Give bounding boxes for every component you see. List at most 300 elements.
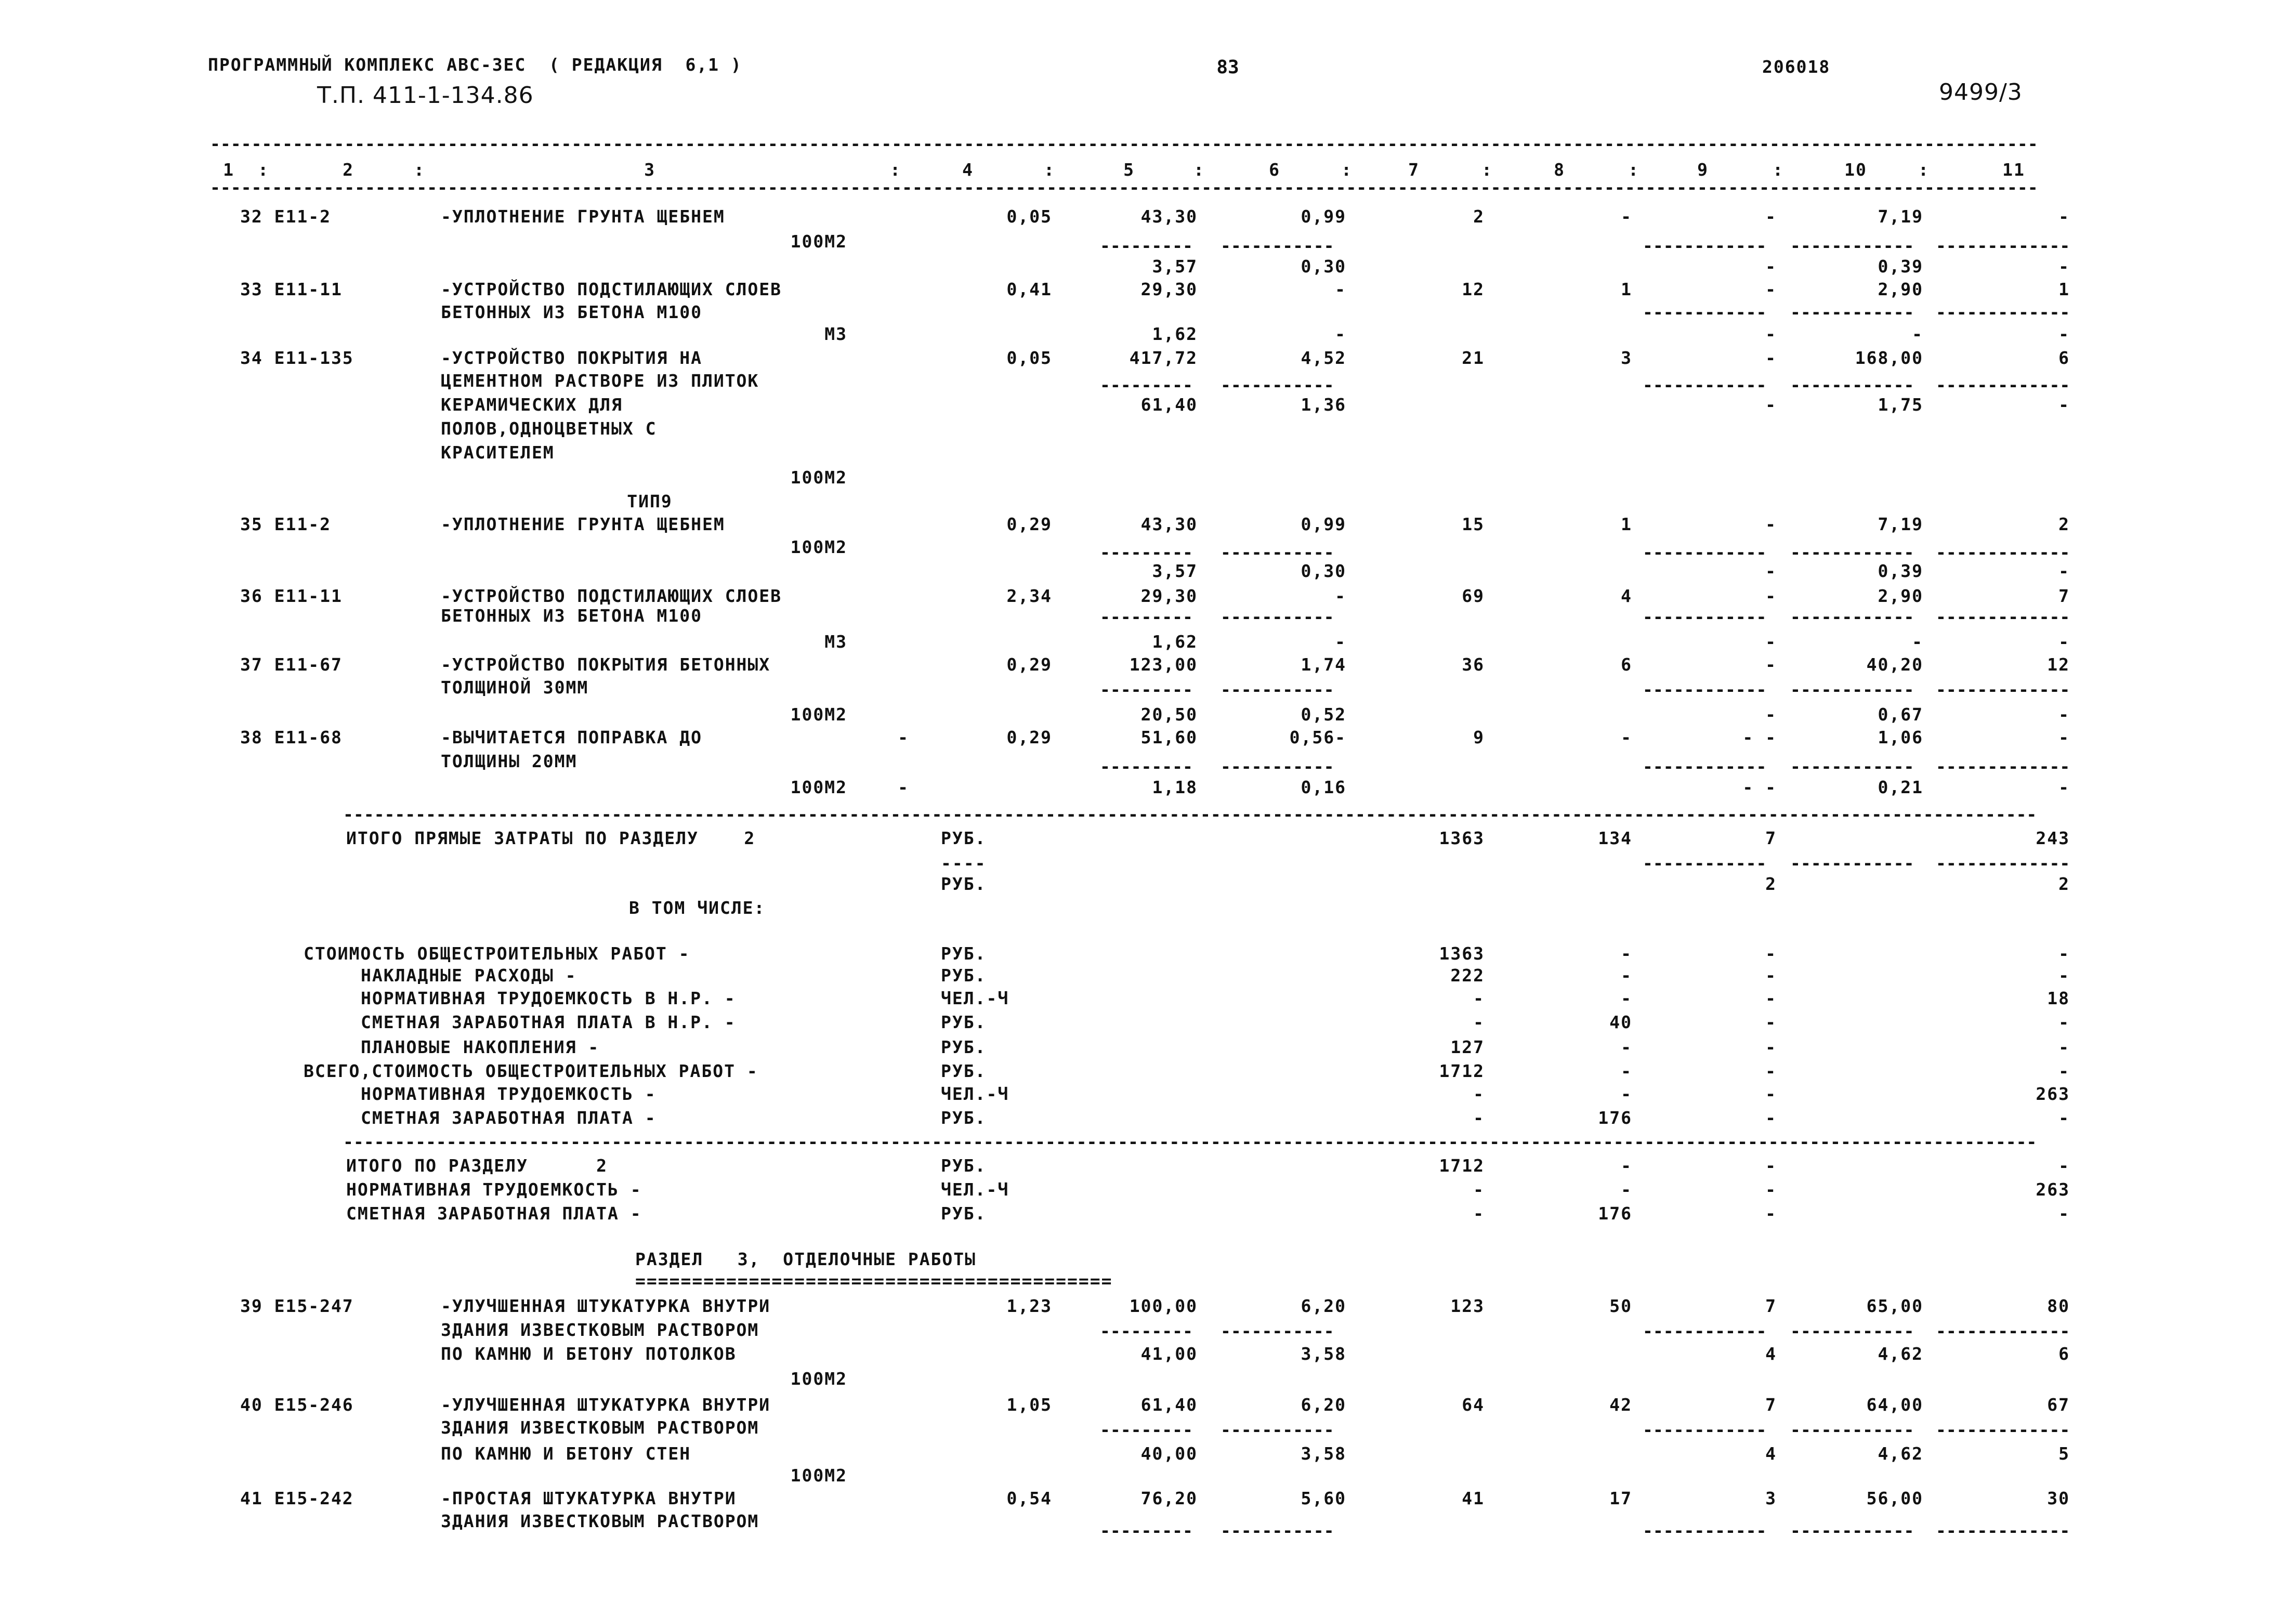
cell-desc: ЗДАНИЯ ИЗВЕСТКОВЫМ РАСТВОРОМ [441, 1417, 759, 1438]
cell-c7: 1712 [1439, 1155, 1485, 1176]
column-separator: : [1481, 160, 1492, 180]
column-separator: : [1341, 160, 1352, 180]
cell-c6: 6,20 [1301, 1296, 1346, 1316]
value-underline: ------------ [1790, 235, 1914, 256]
cell-sum: ИТОГО ПО РАЗДЕЛУ 2 [346, 1155, 608, 1176]
cell-c8: - [1621, 1179, 1632, 1200]
cell-c10: 65,00 [1866, 1296, 1923, 1316]
cell-c5: 29,30 [1140, 586, 1198, 606]
cell-c9: - [1765, 561, 1777, 581]
cell-unit: 100М2 [790, 777, 847, 797]
cell-mark: - [898, 727, 909, 747]
cell-c7: 9 [1473, 727, 1485, 747]
value-underline: ------------ [1790, 1520, 1914, 1541]
cell-unit: 100М2 [790, 467, 847, 488]
cell-c6: 1,74 [1301, 654, 1346, 675]
cell-c8: 176 [1598, 1203, 1632, 1224]
cell-c9: - [1765, 279, 1777, 299]
cell-c11: - [2058, 1037, 2070, 1057]
value-underline: ------------- [1936, 607, 2070, 627]
cell-desc: ЗДАНИЯ ИЗВЕСТКОВЫМ РАСТВОРОМ [441, 1320, 759, 1340]
cell-c10: 0,67 [1878, 704, 1923, 725]
cell-desc: КЕРАМИЧЕСКИХ ДЛЯ [441, 395, 623, 415]
cell-desc: -УПЛОТНЕНИЕ ГРУНТА ЩЕБНЕМ [441, 206, 725, 227]
cell-c8: 134 [1598, 828, 1632, 848]
value-underline: ----------- [1221, 607, 1334, 627]
cell-desc: -ПРОСТАЯ ШТУКАТУРКА ВНУТРИ [441, 1488, 737, 1508]
cell-sum1: НОРМАТИВНАЯ ТРУДОЕМКОСТЬ - [361, 1084, 657, 1104]
cell-c6: - [1335, 586, 1346, 606]
cell-c11: 30 [2047, 1488, 2070, 1508]
cell-c10: 1,06 [1878, 727, 1923, 747]
cell-c6: 0,30 [1301, 561, 1346, 581]
value-underline: ----------- [1221, 1520, 1334, 1541]
cell-sum1: СМЕТНАЯ ЗАРАБОТНАЯ ПЛАТА - [361, 1108, 657, 1128]
column-separator: : [1044, 160, 1054, 180]
cell-c10: 4,62 [1878, 1443, 1923, 1464]
value-underline: ----------- [1221, 375, 1334, 395]
project-code: Т.П. 411-1-134.86 [317, 82, 534, 109]
cell-rub: РУБ. [941, 1203, 987, 1224]
cell-c4: 1,05 [1006, 1395, 1052, 1415]
cell-c11: 263 [2036, 1179, 2070, 1200]
value-underline: ------------ [1643, 756, 1767, 777]
cell-id: 38 Е11-68 [240, 727, 343, 747]
cell-c9: - [1765, 654, 1777, 675]
cell-c4: 2,34 [1006, 586, 1052, 606]
program-header: ПРОГРАММНЫЙ КОМПЛЕКС АВС-3ЕС ( РЕДАКЦИЯ 6,1 ) [208, 55, 742, 75]
value-underline: ------------- [1936, 542, 2070, 562]
cell-c9: - [1765, 1108, 1777, 1128]
cell-unit: 100М2 [790, 1369, 847, 1389]
cell-c5: 100,00 [1129, 1296, 1198, 1316]
value-underline: ------------ [1643, 1520, 1767, 1541]
cell-c4: 0,29 [1006, 727, 1052, 747]
cell-c11: 2 [2058, 874, 2070, 894]
value-underline: ----------- [1221, 1321, 1334, 1341]
cell-c4: 0,41 [1006, 279, 1052, 299]
cell-c5: 41,00 [1140, 1344, 1198, 1364]
column-separator: : [1918, 160, 1928, 180]
cell-c11: 2 [2058, 514, 2070, 534]
cell-rub: РУБ. [941, 943, 987, 964]
column-number: 5 [1123, 160, 1135, 180]
column-number: 8 [1554, 160, 1565, 180]
cell-c7: 222 [1450, 965, 1485, 986]
cell-c10: 1,75 [1878, 395, 1923, 415]
value-underline: ------------- [1936, 375, 2070, 395]
cell-c9: 7 [1765, 1296, 1777, 1316]
cell-section: ========================================== [635, 1271, 1113, 1291]
cell-c11: - [2058, 704, 2070, 725]
cell-c8: 4 [1621, 586, 1632, 606]
value-underline: --------- [1100, 235, 1193, 256]
cell-id: 41 Е15-242 [240, 1488, 354, 1508]
cell-unit: 100М2 [790, 231, 847, 252]
cell-rub: РУБ. [941, 874, 987, 894]
cell-c8: - [1621, 988, 1632, 1008]
cell-c11: - [2058, 206, 2070, 227]
cell-c5: 43,30 [1140, 514, 1198, 534]
column-number: 3 [644, 160, 655, 180]
cell-c8: - [1621, 1061, 1632, 1081]
cell-id: 39 Е15-247 [240, 1296, 354, 1316]
cell-c5: 76,20 [1140, 1488, 1198, 1508]
cell-c6: 4,52 [1301, 348, 1346, 368]
cell-c9: 3 [1765, 1488, 1777, 1508]
value-underline: ------------ [1643, 679, 1767, 700]
cell-c11: 5 [2058, 1443, 2070, 1464]
cell-c4: 0,29 [1006, 654, 1052, 675]
cell-rub: РУБ. [941, 1155, 987, 1176]
header-rule: --------------------------------------------------------------------------------------------------------------------------------------------------------------------------------- [210, 177, 2038, 198]
cell-unit: М3 [824, 324, 847, 344]
cell-c6: 1,36 [1301, 395, 1346, 415]
cell-c7: - [1473, 1084, 1485, 1104]
cell-sum0: СТОИМОСТЬ ОБЩЕСТРОИТЕЛЬНЫХ РАБОТ - [304, 943, 690, 964]
cell-c9: - [1765, 1012, 1777, 1032]
cell-desc: -УСТРОЙСТВО ПОДСТИЛАЮЩИХ СЛОЕВ [441, 586, 782, 606]
cell-c8: 1 [1621, 514, 1632, 534]
column-separator: : [1628, 160, 1638, 180]
cell-rub: ЧЕЛ.-Ч [941, 1084, 1009, 1104]
cell-c8: - [1621, 206, 1632, 227]
value-underline: --------- [1100, 1321, 1193, 1341]
cell-c11: 67 [2047, 1395, 2070, 1415]
cell-c11: - [2058, 1155, 2070, 1176]
cell-c7: 1363 [1439, 943, 1485, 964]
cell-c4: 0,54 [1006, 1488, 1052, 1508]
value-underline: ------------ [1790, 607, 1914, 627]
cell-c9: - - [1742, 727, 1777, 747]
cell-c7: - [1473, 988, 1485, 1008]
cell-sum1: ПЛАНОВЫЕ НАКОПЛЕНИЯ - [361, 1037, 600, 1057]
value-underline: ------------ [1643, 302, 1767, 322]
cell-c7: 127 [1450, 1037, 1485, 1057]
value-underline: ------------ [1643, 853, 1767, 873]
cell-c5: 61,40 [1140, 1395, 1198, 1415]
column-separator: : [1773, 160, 1783, 180]
value-underline: --------- [1100, 607, 1193, 627]
cell-desc: БЕТОННЫХ ИЗ БЕТОНА М100 [441, 606, 702, 626]
cell-unit: 100М2 [790, 704, 847, 725]
cell-c7: 15 [1462, 514, 1485, 534]
cell-c11: - [2058, 395, 2070, 415]
cell-rub: РУБ. [941, 965, 987, 986]
page-number: 83 [1216, 57, 1239, 78]
cell-c10: 168,00 [1855, 348, 1923, 368]
cell-c5: 123,00 [1129, 654, 1198, 675]
cell-mark: - [898, 777, 909, 797]
cell-c6: 3,58 [1301, 1344, 1346, 1364]
header-rule: --------------------------------------------------------------------------------------------------------------------------------------------------------------------------------- [210, 134, 2038, 154]
value-underline: --------- [1100, 756, 1193, 777]
value-underline: --------- [1100, 1420, 1193, 1440]
cell-c9: - [1765, 586, 1777, 606]
cell-c9: - [1765, 514, 1777, 534]
value-underline: ----------- [1221, 542, 1334, 562]
cell-c8: - [1621, 1084, 1632, 1104]
cell-c11: 243 [2036, 828, 2070, 848]
cell-c10: 0,39 [1878, 561, 1923, 581]
cell-c10: - [1912, 324, 1923, 344]
column-number: 4 [962, 160, 974, 180]
cell-c7: 123 [1450, 1296, 1485, 1316]
cell-c11: 6 [2058, 1344, 2070, 1364]
value-underline: ------------ [1790, 375, 1914, 395]
cell-c11: - [2058, 1203, 2070, 1224]
cell-c11: - [2058, 256, 2070, 277]
cell-c9: 7 [1765, 828, 1777, 848]
cell-c7: 1712 [1439, 1061, 1485, 1081]
value-underline: ------------ [1643, 235, 1767, 256]
column-number: 10 [1844, 160, 1867, 180]
cell-c5: 20,50 [1140, 704, 1198, 725]
cell-c6: 0,16 [1301, 777, 1346, 797]
sheet-number: 9499/3 [1939, 79, 2023, 106]
column-number: 7 [1408, 160, 1420, 180]
value-underline: --------- [1100, 679, 1193, 700]
cell-c9: - [1765, 1037, 1777, 1057]
cell-c7: 12 [1462, 279, 1485, 299]
cell-c11: 7 [2058, 586, 2070, 606]
cell-c6: 0,52 [1301, 704, 1346, 725]
column-number: 9 [1697, 160, 1709, 180]
cell-c11: - [2058, 632, 2070, 652]
cell-desc: -УСТРОЙСТВО ПОДСТИЛАЮЩИХ СЛОЕВ [441, 279, 782, 299]
cell-c7: - [1473, 1012, 1485, 1032]
cell-c11: 1 [2058, 279, 2070, 299]
value-underline: ------------- [1936, 679, 2070, 700]
cell-c6: 0,99 [1301, 206, 1346, 227]
cell-c5: 3,57 [1152, 256, 1198, 277]
cell-c9: - [1765, 1155, 1777, 1176]
cell-rub: ---- [941, 853, 987, 873]
cell-c9: - [1765, 1061, 1777, 1081]
value-underline: ------------ [1643, 607, 1767, 627]
cell-c5: 1,62 [1152, 324, 1198, 344]
cell-c7: 41 [1462, 1488, 1485, 1508]
cell-c10: 2,90 [1878, 279, 1923, 299]
section-rule: -------------------------------------------------------------------------------------------------------------------------------------------------------------------- [343, 1132, 2037, 1152]
value-underline: ------------ [1643, 375, 1767, 395]
cell-c11: 18 [2047, 988, 2070, 1008]
cell-desc: -УПЛОТНЕНИЕ ГРУНТА ЩЕБНЕМ [441, 514, 725, 534]
cell-c4: 0,05 [1006, 206, 1052, 227]
value-underline: ----------- [1221, 1420, 1334, 1440]
cell-c9: - [1765, 348, 1777, 368]
value-underline: ------------ [1790, 679, 1914, 700]
cell-c11: 6 [2058, 348, 2070, 368]
cell-c7: 64 [1462, 1395, 1485, 1415]
cell-c9: 4 [1765, 1344, 1777, 1364]
cell-c5: 3,57 [1152, 561, 1198, 581]
value-underline: ------------- [1936, 1420, 2070, 1440]
cell-c9: 4 [1765, 1443, 1777, 1464]
cell-c11: - [2058, 324, 2070, 344]
section-rule: -------------------------------------------------------------------------------------------------------------------------------------------------------------------- [343, 804, 2037, 824]
cell-desc: БЕТОННЫХ ИЗ БЕТОНА М100 [441, 302, 702, 322]
cell-rub: РУБ. [941, 1061, 987, 1081]
cell-c9: - [1765, 206, 1777, 227]
value-underline: --------- [1100, 542, 1193, 562]
cell-c9: - [1765, 965, 1777, 986]
cell-c6: 0,30 [1301, 256, 1346, 277]
column-separator: : [1193, 160, 1204, 180]
cell-c10: 7,19 [1878, 206, 1923, 227]
value-underline: ------------- [1936, 756, 2070, 777]
column-number: 2 [343, 160, 354, 180]
value-underline: ------------- [1936, 235, 2070, 256]
cell-c7: 36 [1462, 654, 1485, 675]
cell-c8: 42 [1609, 1395, 1632, 1415]
cell-desc: ТОЛЩИНЫ 20ММ [441, 751, 578, 771]
cell-c11: - [2058, 1108, 2070, 1128]
cell-desc: -УЛУЧШЕННАЯ ШТУКАТУРКА ВНУТРИ [441, 1296, 771, 1316]
cell-id: 34 Е11-135 [240, 348, 354, 368]
value-underline: ------------ [1790, 853, 1914, 873]
cell-c11: - [2058, 1061, 2070, 1081]
cell-desc: -УЛУЧШЕННАЯ ШТУКАТУРКА ВНУТРИ [441, 1395, 771, 1415]
cell-c9: - [1765, 324, 1777, 344]
cell-c8: - [1621, 1037, 1632, 1057]
cell-rub: РУБ. [941, 1037, 987, 1057]
cell-id: 33 Е11-11 [240, 279, 343, 299]
cell-c7: - [1473, 1179, 1485, 1200]
cell-sum0: ВСЕГО,СТОИМОСТЬ ОБЩЕСТРОИТЕЛЬНЫХ РАБОТ - [304, 1061, 758, 1081]
cell-c11: - [2058, 727, 2070, 747]
value-underline: --------- [1100, 1520, 1193, 1541]
cell-c7: - [1473, 1108, 1485, 1128]
cell-c10: 0,21 [1878, 777, 1923, 797]
cell-c9: 7 [1765, 1395, 1777, 1415]
cell-c8: 50 [1609, 1296, 1632, 1316]
cell-sum: СМЕТНАЯ ЗАРАБОТНАЯ ПЛАТА - [346, 1203, 642, 1224]
cell-c9: - [1765, 943, 1777, 964]
cell-rub: РУБ. [941, 1108, 987, 1128]
cell-c5: 29,30 [1140, 279, 1198, 299]
cell-c5: 417,72 [1129, 348, 1198, 368]
cell-c11: 263 [2036, 1084, 2070, 1104]
cell-c8: - [1621, 965, 1632, 986]
cell-sum: НОРМАТИВНАЯ ТРУДОЕМКОСТЬ - [346, 1179, 642, 1200]
cell-c9: - [1765, 1203, 1777, 1224]
cell-c5: 40,00 [1140, 1443, 1198, 1464]
value-underline: ----------- [1221, 235, 1334, 256]
value-underline: ----------- [1221, 756, 1334, 777]
cell-c11: - [2058, 561, 2070, 581]
cell-desc: ПО КАМНЮ И БЕТОНУ СТЕН [441, 1443, 691, 1464]
value-underline: ------------ [1790, 302, 1914, 322]
cell-c11: 12 [2047, 654, 2070, 675]
cell-c5: 1,62 [1152, 632, 1198, 652]
cell-id: 37 Е11-67 [240, 654, 343, 675]
cell-c8: 6 [1621, 654, 1632, 675]
value-underline: ------------ [1643, 542, 1767, 562]
column-separator: : [890, 160, 900, 180]
cell-c10: 0,39 [1878, 256, 1923, 277]
cell-c10: 7,19 [1878, 514, 1923, 534]
cell-c10: 56,00 [1866, 1488, 1923, 1508]
cell-desc: ЗДАНИЯ ИЗВЕСТКОВЫМ РАСТВОРОМ [441, 1511, 759, 1531]
cell-c11: 80 [2047, 1296, 2070, 1316]
value-underline: ------------- [1936, 853, 2070, 873]
cell-c8: 17 [1609, 1488, 1632, 1508]
cell-c5: 43,30 [1140, 206, 1198, 227]
cell-desc: -ВЫЧИТАЕТСЯ ПОПРАВКА ДО [441, 727, 702, 747]
cell-c11: - [2058, 943, 2070, 964]
cell-id: 36 Е11-11 [240, 586, 343, 606]
cell-c7: - [1473, 1203, 1485, 1224]
cell-c9: - [1765, 1179, 1777, 1200]
cell-sum1: НОРМАТИВНАЯ ТРУДОЕМКОСТЬ В Н.Р. - [361, 988, 736, 1008]
value-underline: ------------ [1790, 542, 1914, 562]
cell-id: 32 Е11-2 [240, 206, 331, 227]
cell-unit: М3 [824, 632, 847, 652]
cell-c10: 40,20 [1866, 654, 1923, 675]
cell-sum: ИТОГО ПРЯМЫЕ ЗАТРАТЫ ПО РАЗДЕЛУ 2 [346, 828, 756, 848]
cell-c8: - [1621, 727, 1632, 747]
cell-c10: 4,62 [1878, 1344, 1923, 1364]
cell-c4: 0,29 [1006, 514, 1052, 534]
value-underline: ------------ [1790, 1321, 1914, 1341]
cell-center: В ТОМ ЧИСЛЕ: [629, 898, 766, 918]
cell-c5: 51,60 [1140, 727, 1198, 747]
cell-section: РАЗДЕЛ 3, ОТДЕЛОЧНЫЕ РАБОТЫ [635, 1249, 977, 1269]
cell-c7: 2 [1473, 206, 1485, 227]
cell-sum1: СМЕТНАЯ ЗАРАБОТНАЯ ПЛАТА В Н.Р. - [361, 1012, 736, 1032]
cell-c9: - - [1742, 777, 1777, 797]
column-number: 6 [1269, 160, 1280, 180]
cell-c4: 0,05 [1006, 348, 1052, 368]
cell-sum1: НАКЛАДНЫЕ РАСХОДЫ - [361, 965, 577, 986]
cell-c9: - [1765, 256, 1777, 277]
cell-c8: - [1621, 943, 1632, 964]
cell-c9: 2 [1765, 874, 1777, 894]
value-underline: ------------- [1936, 1520, 2070, 1541]
cell-desc: -УСТРОЙСТВО ПОКРЫТИЯ БЕТОННЫХ [441, 654, 771, 675]
value-underline: ------------ [1790, 756, 1914, 777]
cell-c6: - [1335, 324, 1346, 344]
cell-rub: ЧЕЛ.-Ч [941, 988, 1009, 1008]
cell-c10: 2,90 [1878, 586, 1923, 606]
cell-c11: - [2058, 1012, 2070, 1032]
cell-c9: - [1765, 704, 1777, 725]
cell-c6: 5,60 [1301, 1488, 1346, 1508]
value-underline: ------------- [1936, 302, 2070, 322]
cell-c8: 3 [1621, 348, 1632, 368]
cell-c6: - [1335, 279, 1346, 299]
column-separator: : [258, 160, 268, 180]
value-underline: ------------ [1643, 1321, 1767, 1341]
column-number: 11 [2002, 160, 2025, 180]
value-underline: ------------- [1936, 1321, 2070, 1341]
cell-unit: 100М2 [790, 537, 847, 557]
value-underline: ------------ [1790, 1420, 1914, 1440]
cell-c6: - [1335, 632, 1346, 652]
cell-c6: 0,99 [1301, 514, 1346, 534]
cell-desc: ТОЛЩИНОЙ 30ММ [441, 677, 589, 698]
cell-rub: РУБ. [941, 1012, 987, 1032]
column-number: 1 [223, 160, 234, 180]
cell-c9: - [1765, 988, 1777, 1008]
cell-c5: 61,40 [1140, 395, 1198, 415]
cell-c9: - [1765, 632, 1777, 652]
cell-c6: 0,56- [1289, 727, 1346, 747]
value-underline: ----------- [1221, 679, 1334, 700]
cell-desc: ПОЛОВ,ОДНОЦВЕТНЫХ С [441, 418, 657, 439]
value-underline: --------- [1100, 375, 1193, 395]
